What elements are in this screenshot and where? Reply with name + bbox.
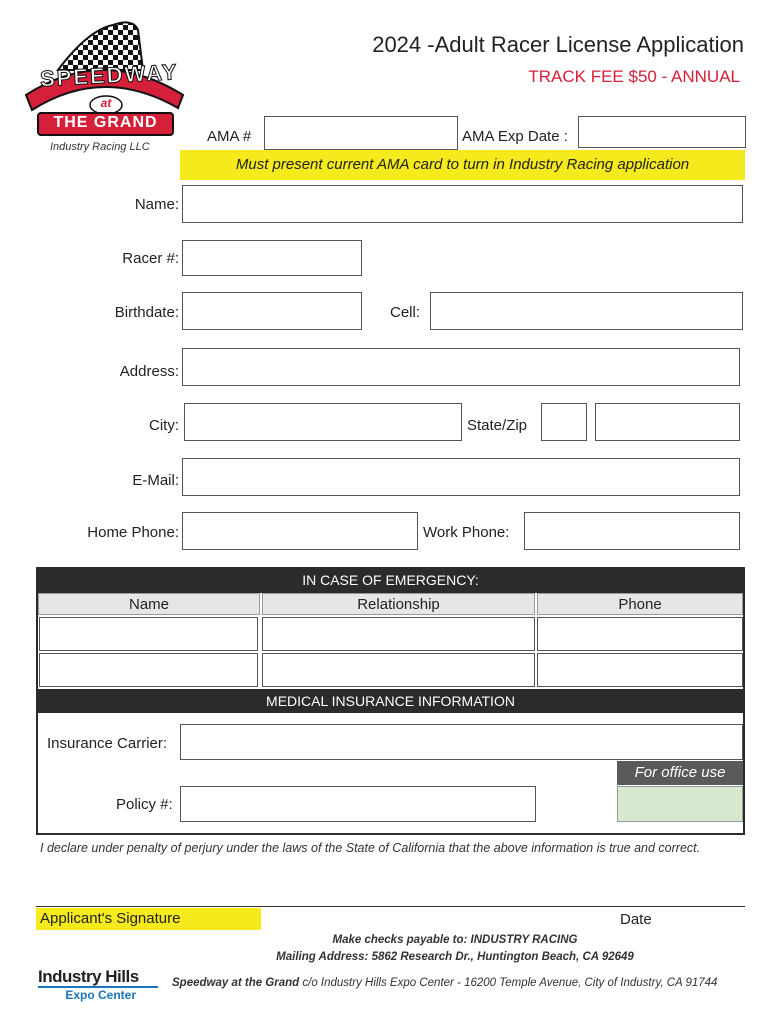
ama-exp-label: AMA Exp Date : <box>462 128 568 145</box>
address-label: Address: <box>119 363 179 380</box>
office-use-box <box>617 786 743 822</box>
emergency-relationship-1[interactable] <box>262 617 535 651</box>
policy-input[interactable] <box>180 786 536 822</box>
declaration-text: I declare under penalty of perjury under the laws of the State of California that the above information is true and correct. <box>40 841 701 855</box>
cell-input[interactable] <box>430 292 743 330</box>
birthdate-input[interactable] <box>182 292 362 330</box>
email-input[interactable] <box>182 458 740 496</box>
policy-label: Policy #: <box>116 796 173 813</box>
signature-line <box>36 906 745 907</box>
cell-label: Cell: <box>390 304 421 321</box>
emergency-phone-2[interactable] <box>537 653 743 687</box>
emergency-col-relationship: Relationship <box>262 593 535 615</box>
state-input[interactable] <box>541 403 587 441</box>
city-input[interactable] <box>184 403 462 441</box>
birthdate-label: Birthdate: <box>114 304 179 321</box>
applicant-signature-label: Applicant's Signature <box>36 908 261 930</box>
emergency-name-2[interactable] <box>39 653 258 687</box>
logo-at-text: at <box>100 96 112 110</box>
email-label: E-Mail: <box>132 472 179 489</box>
venue-name: Speedway at the Grand <box>172 977 300 989</box>
work-phone-input[interactable] <box>524 512 740 550</box>
venue-address-rest: c/o Industry Hills Expo Center - 16200 Temple Avenue, City of Industry, CA 91744 <box>299 977 718 989</box>
home-phone-input[interactable] <box>182 512 418 550</box>
address-input[interactable] <box>182 348 740 386</box>
logo-speedway-text: SPEEDWAY <box>39 59 180 92</box>
city-label: City: <box>149 417 179 434</box>
industry-hills-logo <box>38 967 158 1002</box>
emergency-title: IN CASE OF EMERGENCY: <box>36 567 745 593</box>
zip-input[interactable] <box>595 403 740 441</box>
venue-address <box>172 977 717 989</box>
page-title: 2024 -Adult Racer License Application <box>372 32 744 57</box>
racer-label: Racer #: <box>122 250 179 267</box>
emergency-name-1[interactable] <box>39 617 258 651</box>
insurance-carrier-input[interactable] <box>180 724 743 760</box>
company-name: Industry Racing LLC <box>50 141 150 153</box>
emergency-col-phone: Phone <box>537 593 743 615</box>
mailing-address: Mailing Address: 5862 Research Dr., Huntington Beach, CA 92649 <box>276 951 634 963</box>
ama-notice: Must present current AMA card to turn in Industry Racing application <box>180 150 745 180</box>
insurance-carrier-label: Insurance Carrier: <box>47 735 168 752</box>
medical-title: MEDICAL INSURANCE INFORMATION <box>36 689 745 713</box>
name-label: Name: <box>134 196 179 213</box>
ama-number-label: AMA # <box>207 128 252 145</box>
track-fee: TRACK FEE $50 - ANNUAL <box>528 67 740 86</box>
emergency-phone-1[interactable] <box>537 617 743 651</box>
racer-input[interactable] <box>182 240 362 276</box>
date-label: Date <box>620 911 652 928</box>
checks-payable: Make checks payable to: INDUSTRY RACING <box>332 934 578 946</box>
emergency-relationship-2[interactable] <box>262 653 535 687</box>
ama-exp-input[interactable] <box>578 116 746 148</box>
brand-line-2: Expo Center <box>38 986 158 1002</box>
brand-line-1: Industry Hills <box>38 967 139 986</box>
name-input[interactable] <box>182 185 743 223</box>
emergency-col-name: Name <box>38 593 260 615</box>
home-phone-label: Home Phone: <box>87 524 179 541</box>
statezip-label: State/Zip <box>467 417 528 434</box>
logo-the-grand-text: THE GRAND <box>53 114 158 131</box>
work-phone-label: Work Phone: <box>423 524 510 541</box>
ama-number-input[interactable] <box>264 116 458 150</box>
office-use-label: For office use <box>617 761 743 785</box>
